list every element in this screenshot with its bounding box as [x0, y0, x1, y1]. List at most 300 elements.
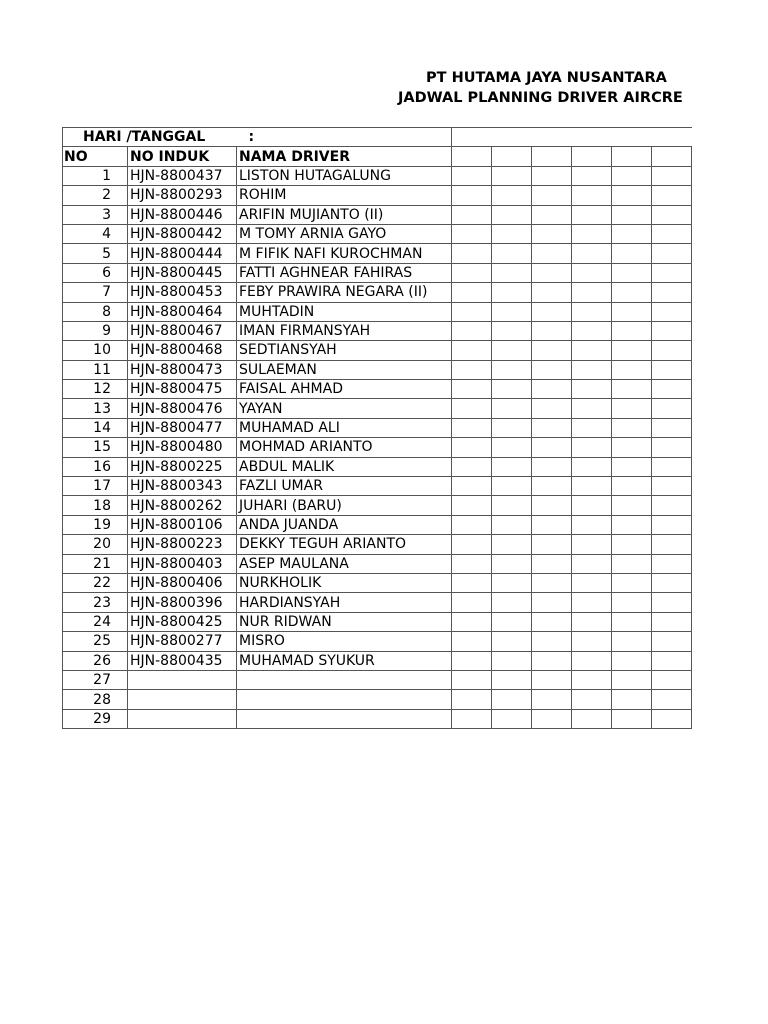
row-no-induk: HJN-8800473 [128, 360, 237, 379]
table-row [63, 186, 692, 205]
table-row [63, 321, 692, 340]
row-no-induk: HJN-8800442 [128, 224, 237, 243]
row-no: 23 [63, 593, 128, 612]
schedule-cell[interactable] [612, 670, 652, 689]
row-no: 17 [63, 477, 128, 496]
schedule-cell[interactable] [532, 438, 572, 457]
schedule-cell[interactable] [612, 709, 652, 728]
schedule-cell[interactable] [532, 224, 572, 243]
row-no: 1 [63, 166, 128, 185]
schedule-cell[interactable] [612, 263, 652, 282]
schedule-cell[interactable] [652, 709, 692, 728]
schedule-cell[interactable] [572, 457, 612, 476]
schedule-cell[interactable] [532, 205, 572, 224]
schedule-cell[interactable] [532, 709, 572, 728]
schedule-cell[interactable] [572, 612, 612, 631]
row-driver-name: ANDA JUANDA [237, 515, 452, 534]
schedule-cell[interactable] [452, 554, 492, 573]
col-header-day [652, 147, 692, 166]
schedule-cell[interactable] [452, 399, 492, 418]
schedule-cell[interactable] [492, 554, 532, 573]
schedule-cell[interactable] [612, 360, 652, 379]
schedule-cell[interactable] [492, 205, 532, 224]
schedule-cell[interactable] [572, 186, 612, 205]
schedule-cell[interactable] [652, 515, 692, 534]
table-row [63, 360, 692, 379]
schedule-cell[interactable] [492, 263, 532, 282]
schedule-cell[interactable] [532, 593, 572, 612]
row-no-induk [128, 690, 237, 709]
row-driver-name: NURKHOLIK [237, 573, 452, 592]
document-title: JADWAL PLANNING DRIVER AIRCRE [398, 90, 683, 106]
table-row [63, 612, 692, 631]
schedule-cell[interactable] [452, 709, 492, 728]
schedule-cell[interactable] [532, 244, 572, 263]
schedule-cell[interactable] [452, 535, 492, 554]
col-header-day [612, 147, 652, 166]
schedule-cell[interactable] [532, 690, 572, 709]
col-header-day [452, 147, 492, 166]
schedule-cell[interactable] [532, 302, 572, 321]
table-row [63, 535, 692, 554]
table-row [63, 166, 692, 185]
schedule-cell[interactable] [532, 399, 572, 418]
col-header-day [532, 147, 572, 166]
row-driver-name: ARIFIN MUJIANTO (II) [237, 205, 452, 224]
schedule-cell[interactable] [652, 166, 692, 185]
schedule-cell[interactable] [572, 360, 612, 379]
schedule-cell[interactable] [652, 632, 692, 651]
schedule-cell[interactable] [652, 321, 692, 340]
row-driver-name: NUR RIDWAN [237, 612, 452, 631]
schedule-cell[interactable] [572, 224, 612, 243]
schedule-cell[interactable] [452, 205, 492, 224]
driver-schedule-table [62, 127, 692, 729]
schedule-cell[interactable] [492, 224, 532, 243]
row-no: 7 [63, 283, 128, 302]
schedule-cell[interactable] [572, 302, 612, 321]
table-row [63, 670, 692, 689]
schedule-cell[interactable] [572, 554, 612, 573]
row-no: 10 [63, 341, 128, 360]
table-row [63, 593, 692, 612]
schedule-cell[interactable] [492, 632, 532, 651]
date-colon: : [248, 129, 255, 146]
schedule-cell[interactable] [572, 690, 612, 709]
schedule-cell[interactable] [612, 302, 652, 321]
schedule-cell[interactable] [452, 166, 492, 185]
row-no-induk: HJN-8800444 [128, 244, 237, 263]
row-no: 8 [63, 302, 128, 321]
schedule-cell[interactable] [612, 244, 652, 263]
row-no: 18 [63, 496, 128, 515]
row-no: 26 [63, 651, 128, 670]
schedule-cell[interactable] [572, 166, 612, 185]
row-driver-name: MOHMAD ARIANTO [237, 438, 452, 457]
row-no-induk: HJN-8800403 [128, 554, 237, 573]
schedule-cell[interactable] [532, 496, 572, 515]
schedule-cell[interactable] [652, 573, 692, 592]
schedule-cell[interactable] [452, 244, 492, 263]
row-driver-name: MUHTADIN [237, 302, 452, 321]
row-no-induk: HJN-8800277 [128, 632, 237, 651]
schedule-cell[interactable] [492, 341, 532, 360]
schedule-cell[interactable] [492, 593, 532, 612]
schedule-cell[interactable] [572, 632, 612, 651]
table-header-row [63, 147, 692, 166]
table-row [63, 496, 692, 515]
row-driver-name: MUHAMAD SYUKUR [237, 651, 452, 670]
schedule-cell[interactable] [532, 670, 572, 689]
schedule-cell[interactable] [612, 438, 652, 457]
table-row [63, 399, 692, 418]
row-driver-name: LISTON HUTAGALUNG [237, 166, 452, 185]
row-driver-name: M FIFIK NAFI KUROCHMAN [237, 244, 452, 263]
row-driver-name: MISRO [237, 632, 452, 651]
schedule-cell[interactable] [452, 632, 492, 651]
table-row [63, 515, 692, 534]
date-row [63, 128, 692, 147]
schedule-cell[interactable] [492, 690, 532, 709]
date-extra-cell [452, 128, 692, 147]
schedule-cell[interactable] [612, 205, 652, 224]
row-driver-name: ABDUL MALIK [237, 457, 452, 476]
schedule-cell[interactable] [652, 438, 692, 457]
schedule-cell[interactable] [612, 224, 652, 243]
schedule-cell[interactable] [572, 709, 612, 728]
schedule-cell[interactable] [532, 632, 572, 651]
row-no-induk: HJN-8800464 [128, 302, 237, 321]
row-no: 27 [63, 670, 128, 689]
schedule-cell[interactable] [652, 554, 692, 573]
schedule-cell[interactable] [532, 186, 572, 205]
schedule-cell[interactable] [452, 360, 492, 379]
table-row [63, 244, 692, 263]
schedule-cell[interactable] [572, 283, 612, 302]
row-no: 4 [63, 224, 128, 243]
schedule-cell[interactable] [492, 360, 532, 379]
schedule-cell[interactable] [612, 651, 652, 670]
schedule-cell[interactable] [492, 399, 532, 418]
schedule-cell[interactable] [532, 535, 572, 554]
schedule-cell[interactable] [532, 477, 572, 496]
schedule-cell[interactable] [532, 341, 572, 360]
schedule-cell[interactable] [572, 593, 612, 612]
row-no-induk: HJN-8800476 [128, 399, 237, 418]
schedule-cell[interactable] [652, 670, 692, 689]
table-row [63, 651, 692, 670]
schedule-cell[interactable] [492, 321, 532, 340]
row-no-induk: HJN-8800406 [128, 573, 237, 592]
table-row [63, 302, 692, 321]
row-no: 19 [63, 515, 128, 534]
schedule-cell[interactable] [452, 496, 492, 515]
row-no-induk [128, 670, 237, 689]
schedule-cell[interactable] [452, 477, 492, 496]
row-no: 5 [63, 244, 128, 263]
schedule-cell[interactable] [572, 438, 612, 457]
schedule-cell[interactable] [492, 283, 532, 302]
row-no: 6 [63, 263, 128, 282]
schedule-cell[interactable] [652, 690, 692, 709]
schedule-cell[interactable] [652, 224, 692, 243]
schedule-cell[interactable] [652, 535, 692, 554]
schedule-cell[interactable] [652, 593, 692, 612]
row-no: 29 [63, 709, 128, 728]
schedule-cell[interactable] [492, 515, 532, 534]
schedule-cell[interactable] [652, 186, 692, 205]
row-driver-name: SULAEMAN [237, 360, 452, 379]
schedule-cell[interactable] [572, 244, 612, 263]
schedule-cell[interactable] [452, 283, 492, 302]
row-driver-name: MUHAMAD ALI [237, 418, 452, 437]
schedule-cell[interactable] [532, 573, 572, 592]
row-driver-name: JUHARI (BARU) [237, 496, 452, 515]
row-driver-name: FAZLI UMAR [237, 477, 452, 496]
row-no-induk: HJN-8800425 [128, 612, 237, 631]
row-no-induk: HJN-8800262 [128, 496, 237, 515]
row-no: 14 [63, 418, 128, 437]
row-no: 21 [63, 554, 128, 573]
schedule-cell[interactable] [652, 612, 692, 631]
schedule-cell[interactable] [532, 166, 572, 185]
col-header-induk: NO INDUK [128, 147, 237, 166]
date-label-cell [63, 128, 237, 147]
schedule-cell[interactable] [572, 496, 612, 515]
schedule-cell[interactable] [652, 205, 692, 224]
schedule-cell[interactable] [452, 302, 492, 321]
schedule-cell[interactable] [612, 399, 652, 418]
schedule-cell[interactable] [452, 515, 492, 534]
row-no: 3 [63, 205, 128, 224]
schedule-cell[interactable] [612, 457, 652, 476]
row-driver-name [237, 670, 452, 689]
schedule-cell[interactable] [532, 651, 572, 670]
schedule-cell[interactable] [572, 321, 612, 340]
row-no: 25 [63, 632, 128, 651]
schedule-cell[interactable] [452, 418, 492, 437]
schedule-cell[interactable] [652, 302, 692, 321]
schedule-cell[interactable] [532, 263, 572, 282]
schedule-cell[interactable] [452, 224, 492, 243]
schedule-cell[interactable] [572, 263, 612, 282]
schedule-cell[interactable] [492, 166, 532, 185]
row-no-induk: HJN-8800480 [128, 438, 237, 457]
row-no-induk: HJN-8800475 [128, 380, 237, 399]
schedule-cell[interactable] [532, 418, 572, 437]
schedule-cell[interactable] [652, 380, 692, 399]
schedule-cell[interactable] [492, 709, 532, 728]
schedule-cell[interactable] [572, 651, 612, 670]
col-header-no: NO [63, 147, 128, 166]
schedule-cell[interactable] [612, 186, 652, 205]
schedule-cell[interactable] [572, 573, 612, 592]
schedule-cell[interactable] [492, 651, 532, 670]
schedule-cell[interactable] [492, 438, 532, 457]
schedule-cell[interactable] [612, 341, 652, 360]
schedule-cell[interactable] [652, 651, 692, 670]
schedule-cell[interactable] [452, 341, 492, 360]
schedule-cell[interactable] [612, 477, 652, 496]
row-driver-name: ROHIM [237, 186, 452, 205]
schedule-cell[interactable] [652, 283, 692, 302]
schedule-cell[interactable] [612, 573, 652, 592]
col-header-nama: NAMA DRIVER [237, 147, 452, 166]
schedule-cell[interactable] [652, 399, 692, 418]
date-value-cell[interactable] [237, 128, 452, 147]
schedule-cell[interactable] [492, 380, 532, 399]
table-row [63, 205, 692, 224]
row-driver-name: FAISAL AHMAD [237, 380, 452, 399]
schedule-cell[interactable] [572, 515, 612, 534]
schedule-cell[interactable] [612, 380, 652, 399]
col-header-day [572, 147, 612, 166]
schedule-cell[interactable] [652, 341, 692, 360]
schedule-cell[interactable] [612, 166, 652, 185]
schedule-cell[interactable] [492, 244, 532, 263]
schedule-cell[interactable] [532, 612, 572, 631]
table-row [63, 554, 692, 573]
row-no-induk: HJN-8800467 [128, 321, 237, 340]
schedule-cell[interactable] [612, 418, 652, 437]
schedule-cell[interactable] [452, 670, 492, 689]
table-row [63, 380, 692, 399]
schedule-cell[interactable] [492, 457, 532, 476]
row-driver-name [237, 709, 452, 728]
row-no-induk: HJN-8800343 [128, 477, 237, 496]
schedule-cell[interactable] [492, 535, 532, 554]
schedule-cell[interactable] [652, 360, 692, 379]
row-no-induk: HJN-8800477 [128, 418, 237, 437]
table-row [63, 709, 692, 728]
row-driver-name: DEKKY TEGUH ARIANTO [237, 535, 452, 554]
schedule-cell[interactable] [612, 690, 652, 709]
row-no-induk: HJN-8800106 [128, 515, 237, 534]
row-driver-name: HARDIANSYAH [237, 593, 452, 612]
schedule-cell[interactable] [612, 612, 652, 631]
schedule-cell[interactable] [452, 651, 492, 670]
schedule-cell[interactable] [452, 438, 492, 457]
table-row [63, 438, 692, 457]
table-row [63, 418, 692, 437]
schedule-cell[interactable] [612, 321, 652, 340]
schedule-cell[interactable] [652, 263, 692, 282]
schedule-cell[interactable] [652, 457, 692, 476]
row-no-induk: HJN-8800446 [128, 205, 237, 224]
table-row [63, 632, 692, 651]
schedule-cell[interactable] [572, 418, 612, 437]
schedule-cell[interactable] [492, 612, 532, 631]
schedule-cell[interactable] [492, 496, 532, 515]
schedule-cell[interactable] [492, 670, 532, 689]
row-no: 9 [63, 321, 128, 340]
table-row [63, 690, 692, 709]
row-no: 24 [63, 612, 128, 631]
row-driver-name [237, 690, 452, 709]
row-no-induk: HJN-8800396 [128, 593, 237, 612]
row-no-induk: HJN-8800437 [128, 166, 237, 185]
schedule-cell[interactable] [452, 457, 492, 476]
row-no: 22 [63, 573, 128, 592]
row-no: 2 [63, 186, 128, 205]
schedule-cell[interactable] [532, 380, 572, 399]
schedule-cell[interactable] [452, 380, 492, 399]
schedule-cell[interactable] [452, 186, 492, 205]
schedule-cell[interactable] [652, 418, 692, 437]
schedule-cell[interactable] [612, 593, 652, 612]
schedule-cell[interactable] [532, 554, 572, 573]
schedule-cell[interactable] [532, 457, 572, 476]
schedule-cell[interactable] [492, 302, 532, 321]
schedule-cell[interactable] [492, 418, 532, 437]
schedule-cell[interactable] [652, 496, 692, 515]
row-no: 11 [63, 360, 128, 379]
schedule-cell[interactable] [492, 477, 532, 496]
schedule-cell[interactable] [612, 515, 652, 534]
schedule-cell[interactable] [572, 399, 612, 418]
row-no-induk: HJN-8800223 [128, 535, 237, 554]
schedule-cell[interactable] [532, 283, 572, 302]
row-no-induk: HJN-8800453 [128, 283, 237, 302]
row-no: 20 [63, 535, 128, 554]
table-row [63, 283, 692, 302]
schedule-cell[interactable] [572, 380, 612, 399]
schedule-cell[interactable] [612, 496, 652, 515]
schedule-cell[interactable] [652, 477, 692, 496]
schedule-cell[interactable] [492, 573, 532, 592]
date-label: HARI /TANGGAL [83, 129, 206, 146]
schedule-cell[interactable] [572, 477, 612, 496]
schedule-cell[interactable] [452, 263, 492, 282]
table-row [63, 457, 692, 476]
schedule-cell[interactable] [612, 283, 652, 302]
row-no-induk: HJN-8800293 [128, 186, 237, 205]
schedule-cell[interactable] [492, 186, 532, 205]
schedule-cell[interactable] [452, 321, 492, 340]
schedule-cell[interactable] [612, 535, 652, 554]
schedule-cell[interactable] [612, 632, 652, 651]
schedule-cell[interactable] [452, 690, 492, 709]
schedule-cell[interactable] [532, 360, 572, 379]
company-name: PT HUTAMA JAYA NUSANTARA [426, 70, 667, 86]
schedule-cell[interactable] [452, 593, 492, 612]
row-driver-name: SEDTIANSYAH [237, 341, 452, 360]
row-driver-name: M TOMY ARNIA GAYO [237, 224, 452, 243]
row-no: 28 [63, 690, 128, 709]
row-driver-name: YAYAN [237, 399, 452, 418]
schedule-cell[interactable] [452, 573, 492, 592]
row-no-induk: HJN-8800435 [128, 651, 237, 670]
row-no-induk: HJN-8800468 [128, 341, 237, 360]
schedule-cell[interactable] [532, 515, 572, 534]
schedule-cell[interactable] [612, 554, 652, 573]
table-row [63, 477, 692, 496]
row-driver-name: ASEP MAULANA [237, 554, 452, 573]
schedule-cell[interactable] [452, 612, 492, 631]
row-no: 16 [63, 457, 128, 476]
schedule-cell[interactable] [652, 244, 692, 263]
row-no: 15 [63, 438, 128, 457]
schedule-cell[interactable] [532, 321, 572, 340]
table-row [63, 573, 692, 592]
table-row [63, 263, 692, 282]
row-no-induk [128, 709, 237, 728]
table-row [63, 341, 692, 360]
schedule-cell[interactable] [572, 205, 612, 224]
schedule-cell[interactable] [572, 341, 612, 360]
schedule-cell[interactable] [572, 535, 612, 554]
schedule-cell[interactable] [572, 670, 612, 689]
